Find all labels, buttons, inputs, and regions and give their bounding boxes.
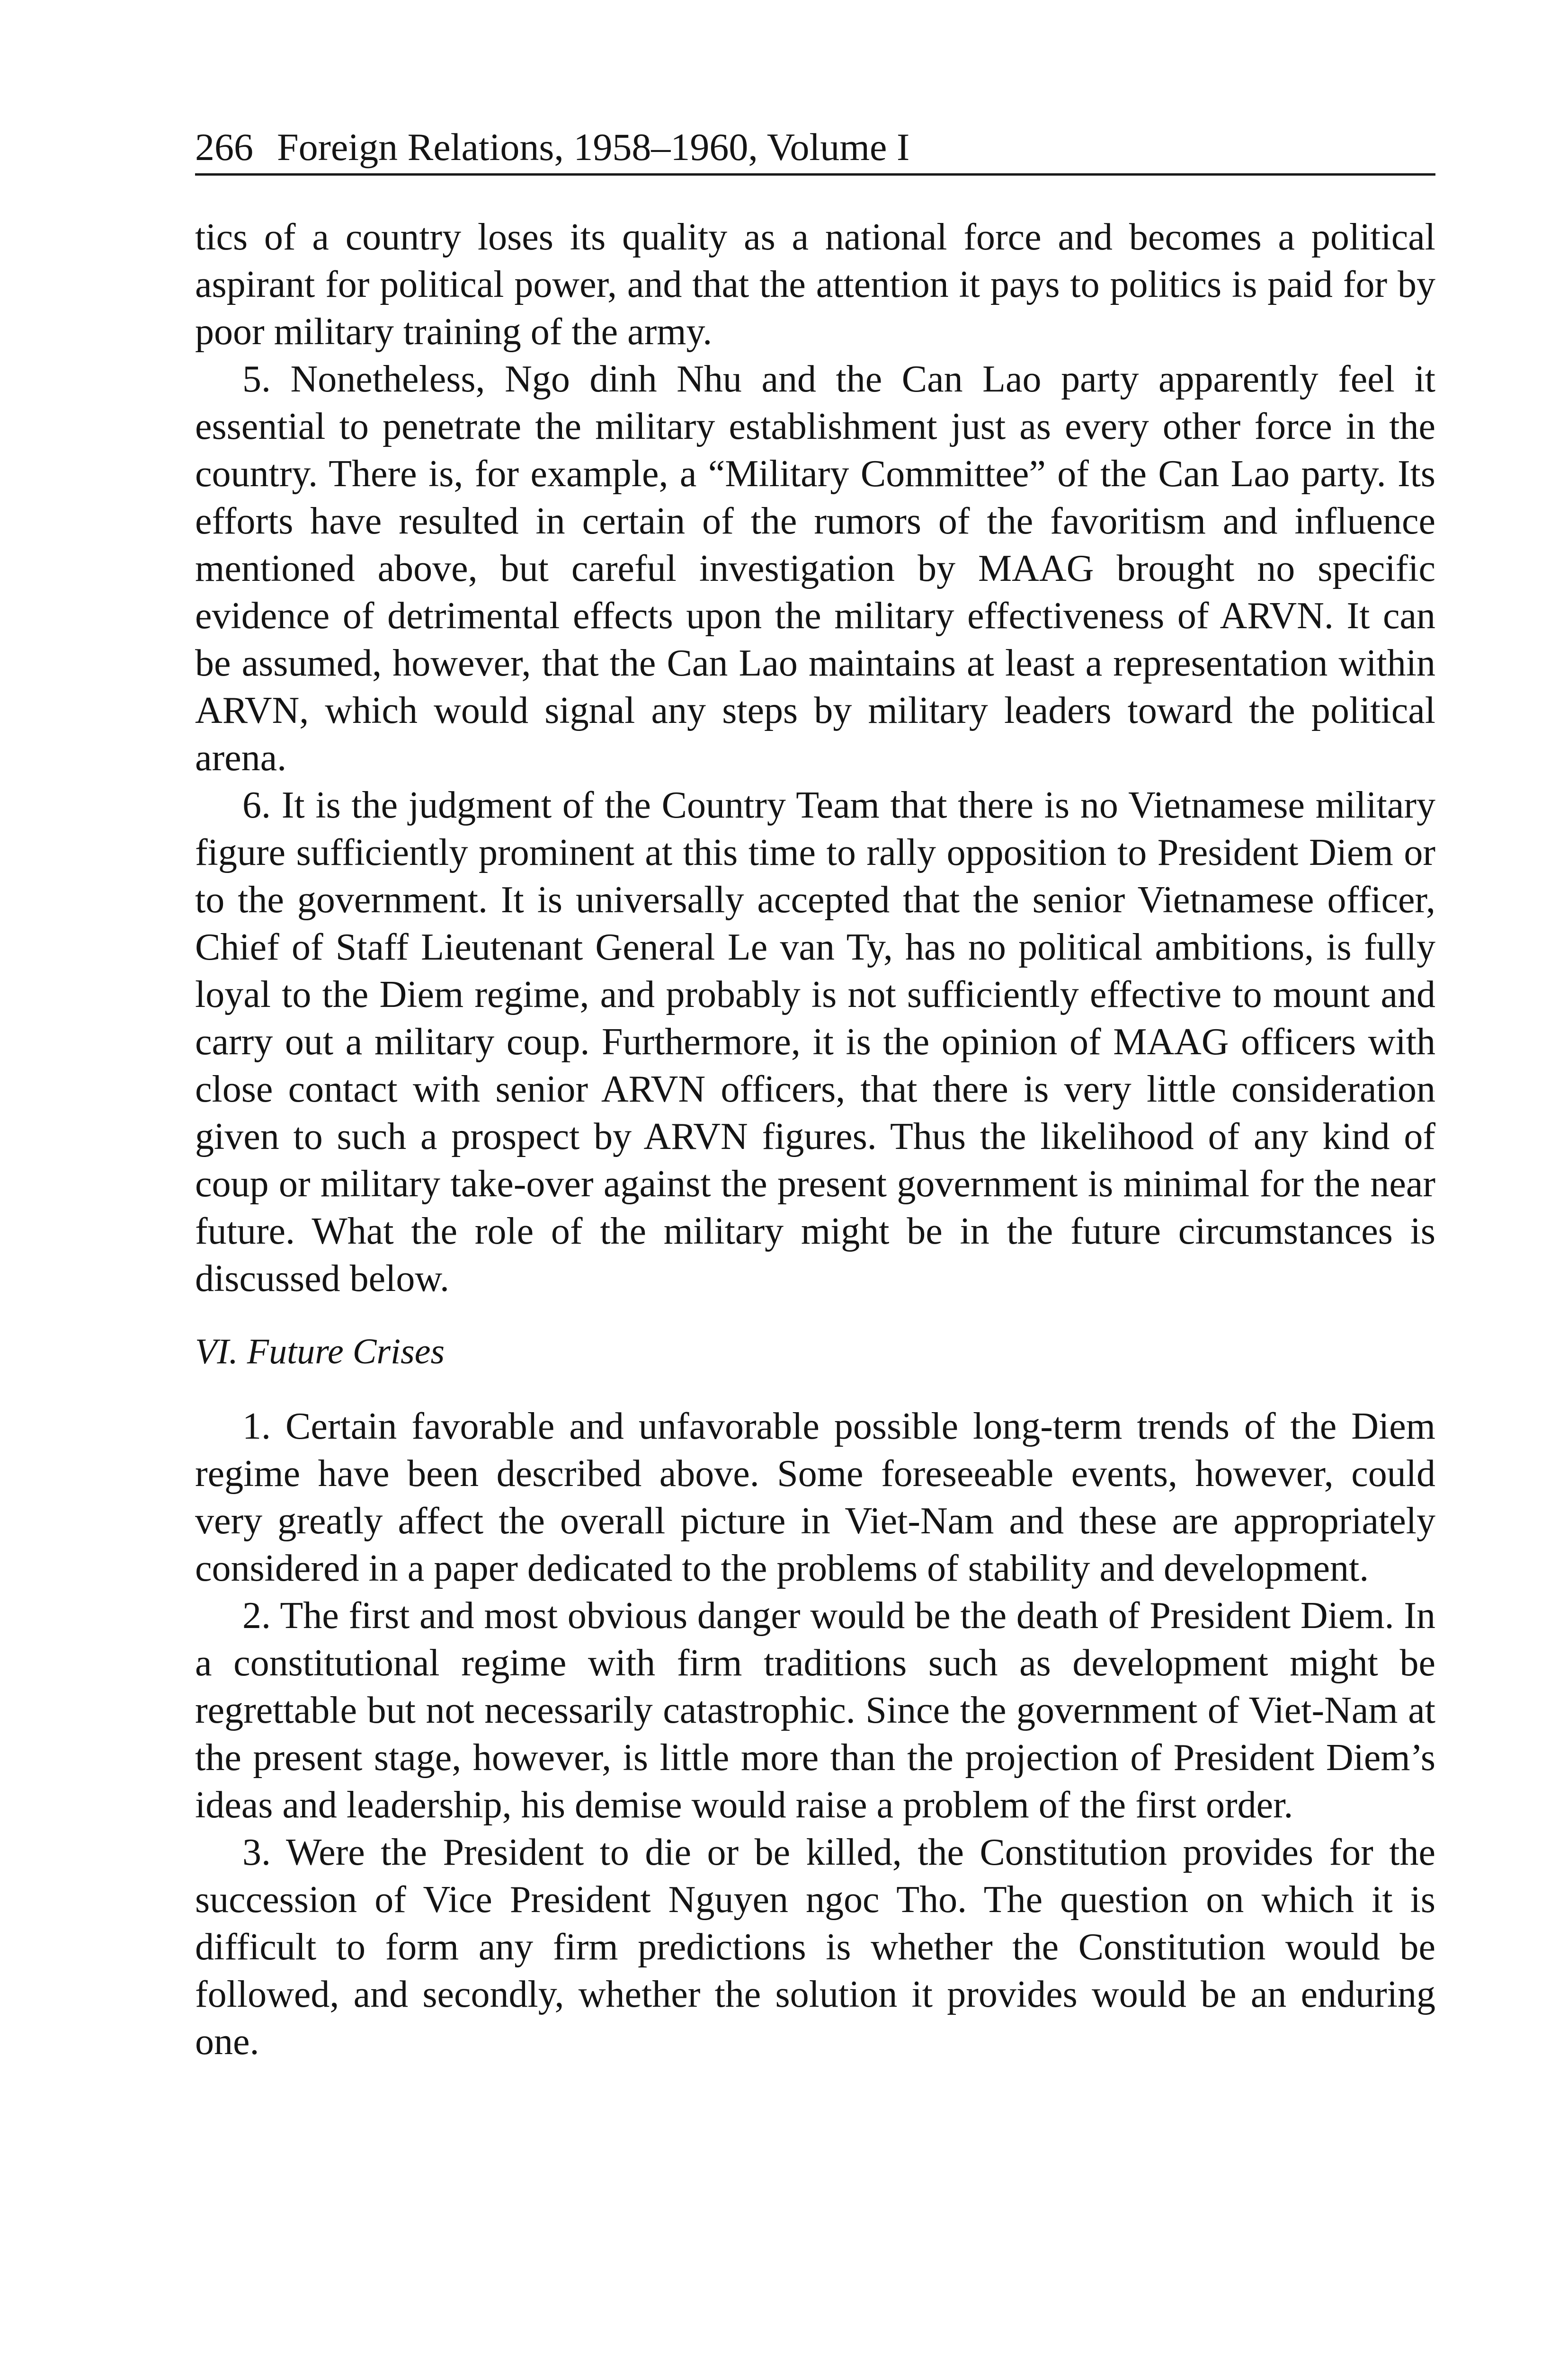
document-page bbox=[195, 125, 1435, 2065]
paragraph-vi-3: 3. Were the President to die or be killed, the Constitution provides for the succession of Vice President Nguyen ngoc Tho. The question on which it is difficult to form any firm predictions is whether the Constitution would be followed, and secondly, whether the solution it provides would be an enduring one. bbox=[195, 1832, 1435, 2063]
paragraph-vi-2: 2. The first and most obvious danger would be the death of President Diem. In a constitutional regime with firm traditions such as development might be regrettable but not necessarily catastrophic. Since the government of Viet-Nam at the present stage, however, is little more than the projection of President Diem’s ideas and leadership, his demise would raise a problem of the first order. bbox=[195, 1595, 1435, 1826]
paragraph-5: 5. Nonetheless, Ngo dinh Nhu and the Can Lao party apparently feel it essential to penetrate the military establishment just as every other force in the country. There is, for example, a “Military Committee” of the Can Lao party. Its efforts have resulted in certain of the rumors of the favoritism and influence mentioned above, but careful investigation by MAAG brought no specific evidence of detrimental effects upon the military effectiveness of ARVN. It can be assumed, however, that the Can Lao maintains at least a representation within ARVN, which would signal any steps by military leaders toward the political arena. bbox=[195, 358, 1435, 779]
running-header bbox=[195, 125, 1435, 176]
page-number: 266 bbox=[195, 125, 253, 169]
section-heading: VI. Future Crises bbox=[195, 1332, 445, 1371]
paragraph-continued: tics of a country loses its quality as a national force and becomes a political aspirant for political power, and that the attention it pays to politics is paid for by poor military training of the army. bbox=[195, 216, 1435, 353]
running-title: Foreign Relations, 1958–1960, Volume I bbox=[277, 125, 910, 169]
paragraph-vi-1: 1. Certain favorable and unfavorable possible long-term trends of the Diem regime have been described above. Some foreseeable events, however, could very greatly affect the overall picture in Viet-Nam and these are appropriately considered in a paper dedicated to the problems of stability and development. bbox=[195, 1406, 1435, 1589]
body-text bbox=[195, 214, 1435, 2065]
paragraph-6: 6. It is the judgment of the Country Team that there is no Vietnamese military figure sufficiently prominent at this time to rally opposition to President Diem or to the government. It is universally accepted that the senior Vietnamese officer, Chief of Staff Lieutenant General Le van Ty, has no political ambitions, is fully loyal to the Diem regime, and probably is not sufficiently effective to mount and carry out a military coup. Furthermore, it is the opinion of MAAG officers with close contact with senior ARVN officers, that there is very little consideration given to such a prospect by ARVN figures. Thus the likelihood of any kind of coup or military take-over against the present government is minimal for the near future. What the role of the military might be in the future circumstances is discussed below. bbox=[195, 784, 1435, 1299]
